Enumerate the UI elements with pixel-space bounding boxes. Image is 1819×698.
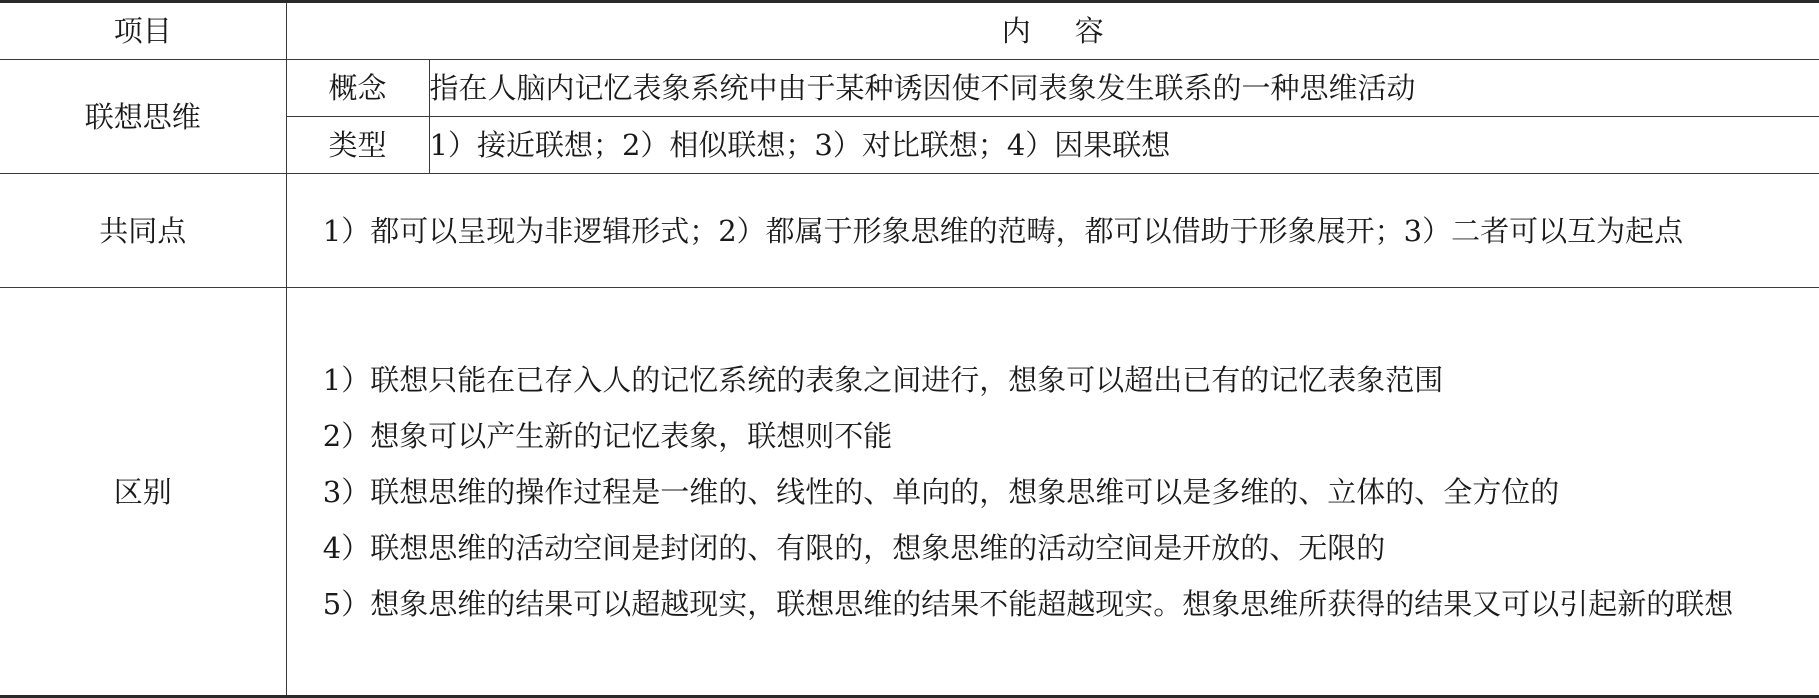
- difference-cell: [286, 288, 1819, 697]
- association-label: 联想思维: [0, 60, 286, 174]
- difference-item: 3）联想思维的操作过程是一维的、线性的、单向的，想象思维可以是多维的、立体的、全方位的: [322, 474, 1560, 509]
- difference-label: 区别: [0, 288, 286, 697]
- header-content-label: 内容: [1001, 14, 1148, 48]
- difference-item: 1）联想只能在已存入人的记忆系统的表象之间进行，想象可以超出已有的记忆表象范围: [322, 362, 1444, 397]
- difference-item: 2）想象可以产生新的记忆表象，联想则不能: [322, 418, 893, 453]
- type-text: 1）接近联想；2）相似联想；3）对比联想；4）因果联想: [429, 117, 1819, 174]
- concept-text: 指在人脑内记忆表象系统中由于某种诱因使不同表象发生联系的一种思维活动: [429, 60, 1819, 117]
- common-label: 共同点: [0, 174, 286, 288]
- common-row: [0, 174, 1819, 288]
- difference-row: [0, 288, 1819, 697]
- concept-label: 概念: [286, 60, 429, 117]
- difference-item: 4）联想思维的活动空间是封闭的、有限的，想象思维的活动空间是开放的、无限的: [322, 530, 1386, 565]
- common-cell: [286, 174, 1819, 288]
- header-row: [0, 2, 1819, 60]
- association-concept-row: [0, 60, 1819, 117]
- common-text: 1）都可以呈现为非逻辑形式；2）都属于形象思维的范畴，都可以借助于形象展开；3）二者可以互为起点: [322, 213, 1684, 248]
- header-item-cell: 项目: [0, 2, 286, 60]
- header-content-cell: [286, 2, 1819, 60]
- type-label: 类型: [286, 117, 429, 174]
- difference-item: 5）想象思维的结果可以超越现实，联想思维的结果不能超越现实。想象思维所获得的结果又可以引起新的联想: [322, 586, 1734, 621]
